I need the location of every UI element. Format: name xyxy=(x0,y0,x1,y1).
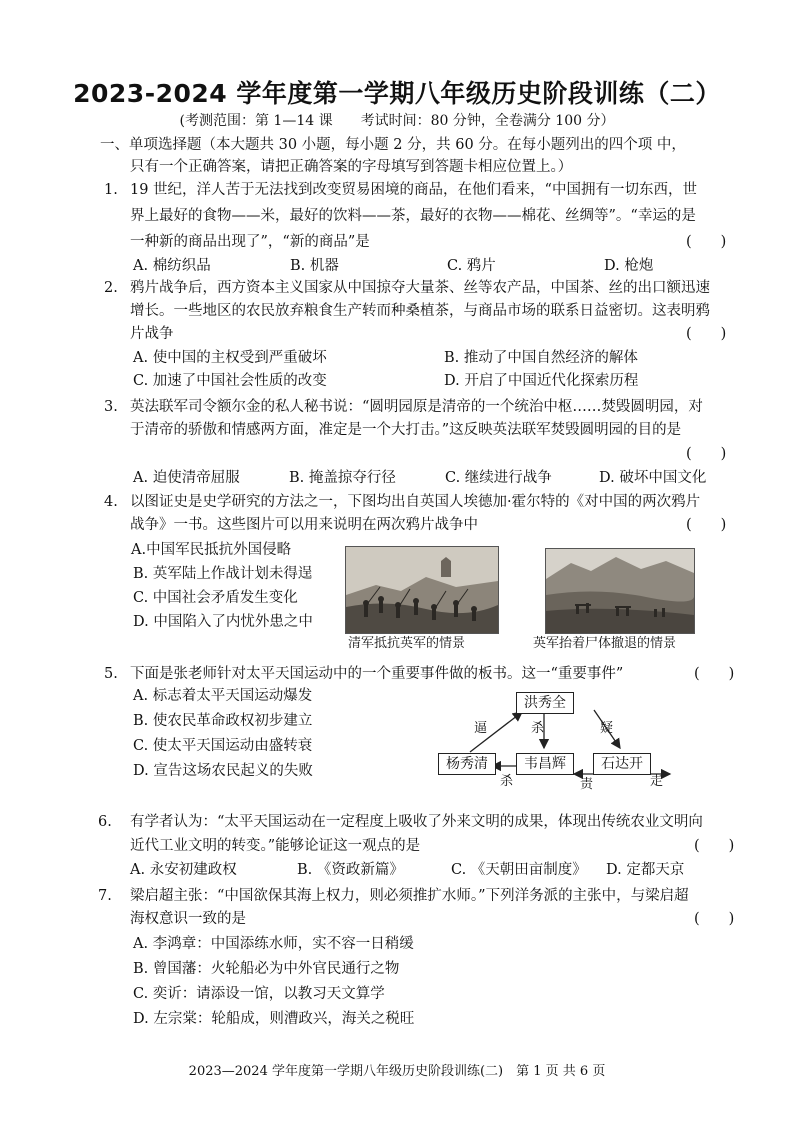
option-d[interactable]: D. 破坏中国文化 xyxy=(599,470,707,486)
answer-blank[interactable]: ( ) xyxy=(694,838,735,854)
retreat-illustration xyxy=(545,548,695,634)
exam-subtitle: (考测范围：第 1—14 课 考试时间：80 分钟，全卷满分 100 分） xyxy=(179,113,615,129)
node-shi-dakai: 石达开 xyxy=(593,753,651,775)
node-hong-xiuquan: 洪秀全 xyxy=(516,692,574,714)
question-stem: 下面是张老师针对太平天国运动中的一个重要事件做的板书。这一“重要事件” xyxy=(130,666,624,682)
option-a[interactable]: A. 永安初建政权 xyxy=(130,862,237,878)
option-d[interactable]: D. 枪炮 xyxy=(604,258,654,274)
question-stem: 战争》一书。这些图片可以用来说明在两次鸦片战争中 xyxy=(130,517,478,533)
question-stem: 界上最好的食物——米，最好的饮料——茶，最好的衣物——棉花、丝绸等”。“幸运的是 xyxy=(130,208,696,224)
answer-blank[interactable]: ( ) xyxy=(686,326,727,342)
option-c[interactable]: C. 使太平天国运动由盛转衰 xyxy=(133,738,313,754)
question-number: 6. xyxy=(98,814,112,830)
answer-blank[interactable]: ( ) xyxy=(694,911,735,927)
question-stem: 有学者认为：“太平天国运动在一定程度上吸收了外来文明的成果，体现出传统农业文明向 xyxy=(130,814,703,830)
option-b[interactable]: B. 机器 xyxy=(290,258,339,274)
option-c[interactable]: C. 加速了中国社会性质的改变 xyxy=(133,373,327,389)
node-yang-xiuqing: 杨秀清 xyxy=(438,753,496,775)
image-caption-right: 英军抬着尸体撤退的情景 xyxy=(533,636,677,651)
question-number: 2. xyxy=(104,280,118,296)
option-a[interactable]: A. 使中国的主权受到严重破坏 xyxy=(133,350,327,366)
option-b[interactable]: B. 《资政新篇》 xyxy=(297,862,404,878)
option-b[interactable]: B. 曾国藩：火轮船必为中外官民通行之物 xyxy=(133,961,400,977)
section-heading-line2: 只有一个正确答案，请把正确答案的字母填写到答题卡相应位置上。） xyxy=(130,159,573,175)
answer-blank[interactable]: ( ) xyxy=(686,517,727,533)
option-b[interactable]: B. 掩盖掠夺行径 xyxy=(289,470,396,486)
image-caption-left: 清军抵抗英军的情景 xyxy=(348,636,466,651)
option-d[interactable]: D. 定都天京 xyxy=(606,862,685,878)
option-a[interactable]: A.中国军民抵抗外国侵略 xyxy=(131,542,292,558)
question-stem: 梁启超主张：“中国欲保其海上权力，则必须推扩水师。”下列洋务派的主张中，与梁启超 xyxy=(130,888,689,904)
question-number: 7. xyxy=(98,888,112,904)
option-b[interactable]: B. 推动了中国自然经济的解体 xyxy=(444,350,638,366)
page-footer: 2023—2024 学年度第一学期八年级历史阶段训练(二) 第 1 页 共 6 页 xyxy=(188,1064,606,1079)
question-number: 1. xyxy=(104,182,118,198)
question-number: 5. xyxy=(104,666,118,682)
option-c[interactable]: C. 奕䜣：请添设一馆，以教习天文算学 xyxy=(133,986,385,1002)
question-number: 3. xyxy=(104,399,118,415)
question-stem: 英法联军司令额尔金的私人秘书说：“圆明园原是清帝的一个统治中枢……焚毁圆明园，对 xyxy=(130,399,703,415)
label-bi: 逼 xyxy=(474,721,488,736)
option-d[interactable]: D. 开启了中国近代化探索历程 xyxy=(444,373,639,389)
option-b[interactable]: B. 使农民革命政权初步建立 xyxy=(133,713,313,729)
option-a[interactable]: A. 棉纺织品 xyxy=(133,258,211,274)
question-stem: 鸦片战争后，西方资本主义国家从中国掠夺大量茶、丝等农产品，中国茶、丝的出口额迅速 xyxy=(130,280,710,296)
question-stem: 片战争 xyxy=(130,326,174,342)
page-title: 2023-2024 学年度第一学期八年级历史阶段训练（二） xyxy=(73,79,721,108)
option-c[interactable]: C. 鸦片 xyxy=(447,258,496,274)
label-ze: 责 xyxy=(580,777,594,792)
question-stem: 增长。一些地区的农民放弃粮食生产转而种桑植茶，与商品市场的联系日益密切。这表明鸦 xyxy=(130,303,710,319)
question-stem: 海权意识一致的是 xyxy=(130,911,246,927)
question-stem: 一种新的商品出现了”，“新的商品”是 xyxy=(130,234,370,250)
option-c[interactable]: C. 中国社会矛盾发生变化 xyxy=(133,590,298,606)
option-c[interactable]: C. 《天朝田亩制度》 xyxy=(451,862,587,878)
question-number: 4. xyxy=(104,494,118,510)
label-zou: 走 xyxy=(650,774,664,789)
option-d[interactable]: D. 左宗棠：轮船成，则漕政兴，海关之税旺 xyxy=(133,1011,415,1027)
option-d[interactable]: D. 中国陷入了内忧外患之中 xyxy=(133,614,313,630)
answer-blank[interactable]: ( ) xyxy=(686,234,727,250)
option-b[interactable]: B. 英军陆上作战计划未得逞 xyxy=(133,566,313,582)
option-a[interactable]: A. 李鸿章：中国添练水师，实不容一日稍缓 xyxy=(133,936,414,952)
label-sha-bottom: 杀 xyxy=(500,774,514,789)
battle-illustration xyxy=(345,546,499,634)
option-a[interactable]: A. 迫使清帝屈服 xyxy=(133,470,240,486)
option-d[interactable]: D. 宣告这场农民起义的失败 xyxy=(133,763,313,779)
question-stem: 近代工业文明的转变。”能够论证这一观点的是 xyxy=(130,838,421,854)
question-stem: 于清帝的骄傲和情感两方面，准定是一个大打击。”这反映英法联军焚毁圆明园的目的是 xyxy=(130,422,682,438)
question-stem: 19 世纪，洋人苦于无法找到改变贸易困境的商品，在他们看来，“中国拥有一切东西，世 xyxy=(130,182,697,198)
section-heading: 一、单项选择题（本大题共 30 小题，每小题 2 分，共 60 分。在每小题列出的四个项 中， xyxy=(100,137,686,153)
label-yi: 疑 xyxy=(600,721,614,736)
node-wei-changhui: 韦昌辉 xyxy=(516,753,574,775)
answer-blank[interactable]: ( ) xyxy=(686,446,727,462)
label-sha-top: 杀 xyxy=(531,721,545,736)
option-c[interactable]: C. 继续进行战争 xyxy=(445,470,552,486)
answer-blank[interactable]: ( ) xyxy=(694,666,735,682)
question-stem: 以图证史是史学研究的方法之一，下图均出自英国人埃德加·霍尔特的《对中国的两次鸦片 xyxy=(130,494,701,510)
option-a[interactable]: A. 标志着太平天国运动爆发 xyxy=(133,688,313,704)
